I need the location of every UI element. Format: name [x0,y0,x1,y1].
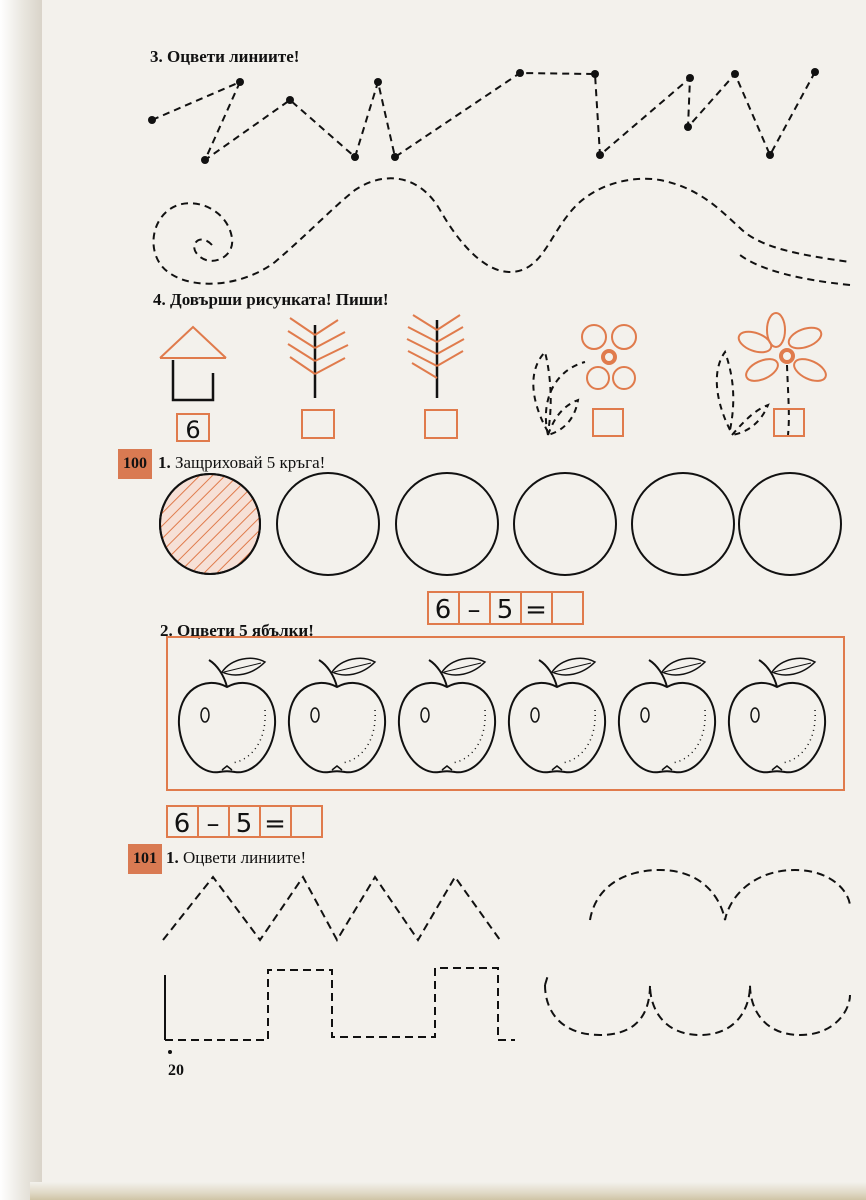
task-number: 4. [153,290,166,309]
apple[interactable] [729,658,825,772]
apple[interactable] [179,658,275,772]
eq-cell: – [467,595,481,625]
circle-hatch [160,474,260,574]
circle[interactable] [739,473,841,575]
stray-dot [168,1050,172,1054]
lesson-badge-101: 101 [128,844,162,874]
apples-frame [167,637,844,790]
task-number: 3. [150,47,163,66]
task-number: 1. [166,848,179,867]
house-drawing [160,327,226,400]
apple[interactable] [509,658,605,772]
apple[interactable] [399,658,495,772]
apple[interactable] [619,658,715,772]
task-text: Оцвети линиите! [183,848,307,867]
task-text: Защриховай 5 кръга! [175,453,326,472]
eq-cell: – [206,809,220,839]
dashed-loops[interactable] [545,870,850,1035]
eq-cell: 6 [173,809,191,839]
circle[interactable] [277,473,379,575]
answer-box-circles[interactable] [552,592,583,624]
equation-circles [428,592,583,625]
task-text: Довърши рисунката! Пиши! [170,290,389,309]
lesson-badge-100: 100 [118,449,152,479]
task-text: Оцвети линиите! [167,47,300,66]
answer-box-flower-1[interactable] [593,409,623,436]
circle[interactable] [632,473,734,575]
tree-drawing-2 [407,315,464,398]
equation-apples [167,806,322,839]
dashed-zigzag-castle[interactable] [163,877,515,1040]
answer-house-value: 6 [185,416,201,444]
dashed-zigzag-line[interactable] [152,72,815,160]
answer-box-tree-1[interactable] [302,410,334,438]
task-number: 2. [160,621,173,640]
page-number: 20 [168,1062,184,1079]
circles-row [160,473,841,575]
eq-cell: 5 [235,809,253,839]
tree-drawing-1 [288,318,348,398]
apple[interactable] [289,658,385,772]
eq-cell: = [525,595,547,625]
zigzag-dots [148,68,819,164]
answer-box-tree-2[interactable] [425,410,457,438]
apples-row [179,658,825,772]
circle[interactable] [396,473,498,575]
eq-cell: 5 [496,595,514,625]
eq-cell: = [264,809,286,839]
flower-drawing-2 [717,313,829,435]
eq-cell: 6 [434,595,452,625]
flower-drawing-1 [533,325,636,435]
task-number: 1. [158,453,171,472]
dashed-wavy-line[interactable] [153,178,850,285]
task-text: Оцвети 5 ябълки! [177,621,314,640]
circle[interactable] [514,473,616,575]
answer-box-apples[interactable] [291,806,322,837]
